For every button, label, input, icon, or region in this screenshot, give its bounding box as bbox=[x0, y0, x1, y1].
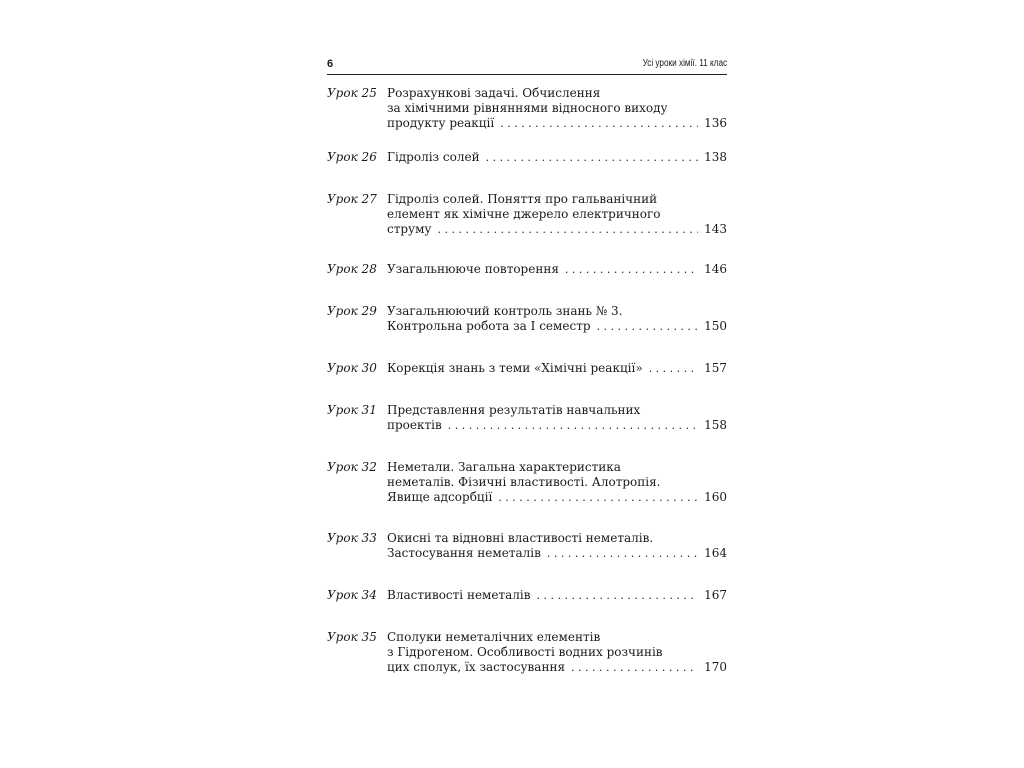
title-line: неметалів. Фізичні властивості. Алотропія. bbox=[387, 475, 661, 489]
title-last-line bbox=[387, 490, 727, 505]
title-last-line bbox=[387, 116, 727, 131]
page-ref: 143 bbox=[704, 222, 727, 236]
lesson-number: Урок 27 bbox=[327, 192, 377, 206]
lesson-number: Урок 30 bbox=[327, 361, 377, 375]
title-line: Представлення результатів навчальних bbox=[387, 403, 641, 417]
lesson-number: Урок 25 bbox=[327, 86, 377, 100]
title-line: продукту реакції bbox=[387, 116, 495, 130]
dot-leader bbox=[448, 418, 698, 433]
title-last-line bbox=[387, 588, 727, 603]
dot-leader bbox=[438, 222, 699, 237]
lesson-number: Урок 33 bbox=[327, 531, 377, 545]
entry-title bbox=[387, 588, 727, 603]
title-line: Неметали. Загальна характеристика bbox=[387, 460, 621, 474]
lesson-number: Урок 28 bbox=[327, 262, 377, 276]
page-ref: 158 bbox=[704, 418, 727, 432]
title-line: Гідроліз солей bbox=[387, 150, 480, 164]
title-line: з Гідрогеном. Особливості водних розчинів bbox=[387, 645, 663, 659]
entry-title bbox=[387, 304, 727, 334]
title-line: струму bbox=[387, 222, 432, 236]
title-line: Властивості неметалів bbox=[387, 588, 531, 602]
title-line: Контрольна робота за І семестр bbox=[387, 319, 591, 333]
entry-title bbox=[387, 86, 727, 131]
entry-title bbox=[387, 531, 727, 561]
book-page bbox=[327, 56, 727, 674]
dot-leader bbox=[565, 262, 698, 277]
title-last-line bbox=[387, 319, 727, 334]
title-line: елемент як хімічне джерело електричного bbox=[387, 207, 661, 221]
lesson-number: Урок 35 bbox=[327, 630, 377, 644]
title-line: проектів bbox=[387, 418, 442, 432]
title-line: цих сполук, їх застосування bbox=[387, 660, 566, 674]
dot-leader bbox=[486, 150, 699, 165]
lesson-number: Урок 31 bbox=[327, 403, 377, 417]
page-ref: 167 bbox=[704, 588, 727, 602]
running-header bbox=[327, 56, 727, 75]
page-ref: 164 bbox=[704, 546, 727, 560]
lesson-number: Урок 32 bbox=[327, 460, 377, 474]
title-last-line bbox=[387, 361, 727, 376]
entry-title bbox=[387, 460, 727, 505]
dot-leader bbox=[547, 546, 698, 561]
lesson-number: Урок 29 bbox=[327, 304, 377, 318]
dot-leader bbox=[500, 116, 698, 131]
page-ref: 157 bbox=[704, 361, 727, 375]
title-line: Застосування неметалів bbox=[387, 546, 541, 560]
dot-leader bbox=[498, 490, 698, 505]
title-last-line bbox=[387, 150, 727, 165]
dot-leader bbox=[537, 588, 699, 603]
page-ref: 146 bbox=[704, 262, 727, 276]
dot-leader bbox=[571, 660, 698, 675]
title-last-line bbox=[387, 546, 727, 561]
title-line: Розрахункові задачі. Обчислення bbox=[387, 86, 601, 100]
title-last-line bbox=[387, 262, 727, 277]
entry-title bbox=[387, 361, 727, 376]
title-line: Узагальнююче повторення bbox=[387, 262, 559, 276]
page-ref: 150 bbox=[704, 319, 727, 333]
page-number: 6 bbox=[327, 58, 334, 70]
title-last-line bbox=[387, 418, 727, 433]
title-last-line bbox=[387, 222, 727, 237]
title-line: Гідроліз солей. Поняття про гальванічний bbox=[387, 192, 658, 206]
entry-title bbox=[387, 262, 727, 277]
dot-leader bbox=[649, 361, 698, 376]
title-last-line bbox=[387, 660, 727, 675]
title-line: за хімічними рівняннями відносного виходу bbox=[387, 101, 668, 115]
entry-title bbox=[387, 630, 727, 675]
entry-title bbox=[387, 150, 727, 165]
page-ref: 160 bbox=[704, 490, 727, 504]
book-title: Усі уроки хімії. 11 клас bbox=[642, 58, 727, 69]
page-ref: 170 bbox=[704, 660, 727, 674]
dot-leader bbox=[597, 319, 699, 334]
title-line: Сполуки неметалічних елементів bbox=[387, 630, 601, 644]
lesson-number: Урок 34 bbox=[327, 588, 377, 602]
title-line: Корекція знань з теми «Хімічні реакції» bbox=[387, 361, 643, 375]
page-ref: 136 bbox=[704, 116, 727, 130]
title-line: Окисні та відновні властивості неметалів. bbox=[387, 531, 654, 545]
title-line: Узагальнюючий контроль знань № 3. bbox=[387, 304, 623, 318]
title-line: Явище адсорбції bbox=[387, 490, 493, 504]
page-ref: 138 bbox=[704, 150, 727, 164]
lesson-number: Урок 26 bbox=[327, 150, 377, 164]
entry-title bbox=[387, 403, 727, 433]
entry-title bbox=[387, 192, 727, 237]
